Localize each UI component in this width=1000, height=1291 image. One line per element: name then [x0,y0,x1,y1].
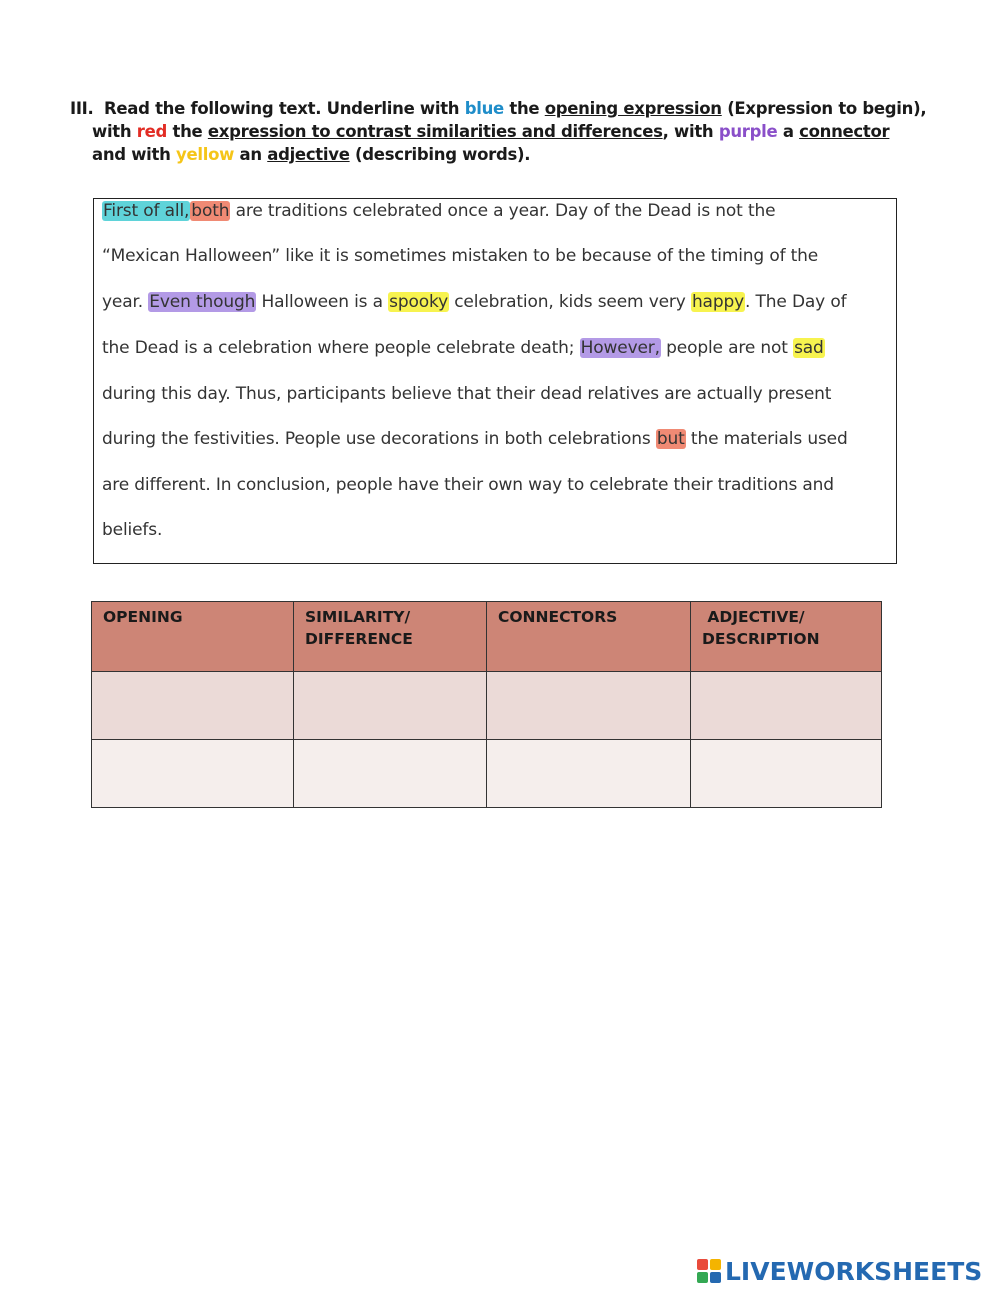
answer-cell-opening[interactable] [92,672,294,740]
table-row [92,672,882,740]
color-word-yellow: yellow [176,145,235,164]
passage-line: the Dead is a celebration where people celebrate death; However, people are not sad [102,338,824,358]
answer-cell-adjective[interactable] [691,672,882,740]
answer-cell-connector[interactable] [487,740,691,808]
answer-cell-connector[interactable] [487,672,691,740]
answer-input[interactable] [498,744,683,805]
highlight-red: but [656,429,685,449]
header-adjective-description: ADJECTIVE/ DESCRIPTION [691,602,882,672]
opening-expression-term: opening expression [544,99,722,118]
answer-input[interactable] [305,676,479,737]
color-word-purple: purple [718,122,778,141]
reading-passage-box [93,198,897,564]
answer-table [91,601,882,808]
connector-term: connector [799,122,890,141]
answer-cell-opening[interactable] [92,740,294,808]
brand-wordmark: LIVEWORKSHEETS [725,1256,983,1286]
adjective-term: adjective [267,145,350,164]
table-header-row [92,602,882,672]
answer-input[interactable] [498,676,683,737]
liveworksheets-brand[interactable] [697,1256,982,1286]
passage-line: during this day. Thus, participants believe that their dead relatives are actually present [102,384,832,404]
instruction-line-3: and with yellow an adjective (describing words). [92,145,531,164]
answer-input[interactable] [305,744,479,805]
passage-line: First of all, both are traditions celebrated once a year. Day of the Dead is not the [103,201,776,221]
instruction-line-2: with red the expression to contrast similarities and differences, with purple a connector [92,122,890,141]
highlight-yellow: spooky [389,292,448,312]
highlight-blue: First of all, [103,201,190,221]
color-word-red: red [136,122,168,141]
passage-line: beliefs. [102,520,163,540]
header-connectors: CONNECTORS [487,602,691,672]
answer-input[interactable] [103,744,286,805]
color-word-blue: blue [464,99,504,118]
passage-line: “Mexican Halloween” like it is sometimes mistaken to be because of the timing of the [102,246,819,266]
highlight-yellow: happy [691,292,745,312]
answer-cell-adjective[interactable] [691,740,882,808]
answer-input[interactable] [702,744,874,805]
highlight-yellow: sad [794,338,824,358]
passage-line: are different. In conclusion, people have their own way to celebrate their traditions and [102,475,834,495]
liveworksheets-logo-icon [697,1259,721,1283]
answer-cell-similarity[interactable] [294,672,487,740]
instruction-line-1: III. Read the following text. Underline with blue the opening expression (Expression to begin), [70,99,927,118]
header-similarity-difference: SIMILARITY/ DIFFERENCE [294,602,487,672]
passage-line: year. Even though Halloween is a spooky celebration, kids seem very happy. The Day of [102,292,847,312]
answer-input[interactable] [103,676,286,737]
header-opening: OPENING [92,602,294,672]
highlight-purple: However, [580,338,660,358]
contrast-expression-term: expression to contrast similarities and differences [207,122,663,141]
highlight-red: both [191,201,230,221]
answer-cell-similarity[interactable] [294,740,487,808]
section-number: III. [70,99,94,118]
answer-input[interactable] [702,676,874,737]
highlight-purple: Even though [149,292,256,312]
passage-line: during the festivities. People use decorations in both celebrations but the materials used [102,429,848,449]
table-row [92,740,882,808]
instructions [70,97,950,166]
